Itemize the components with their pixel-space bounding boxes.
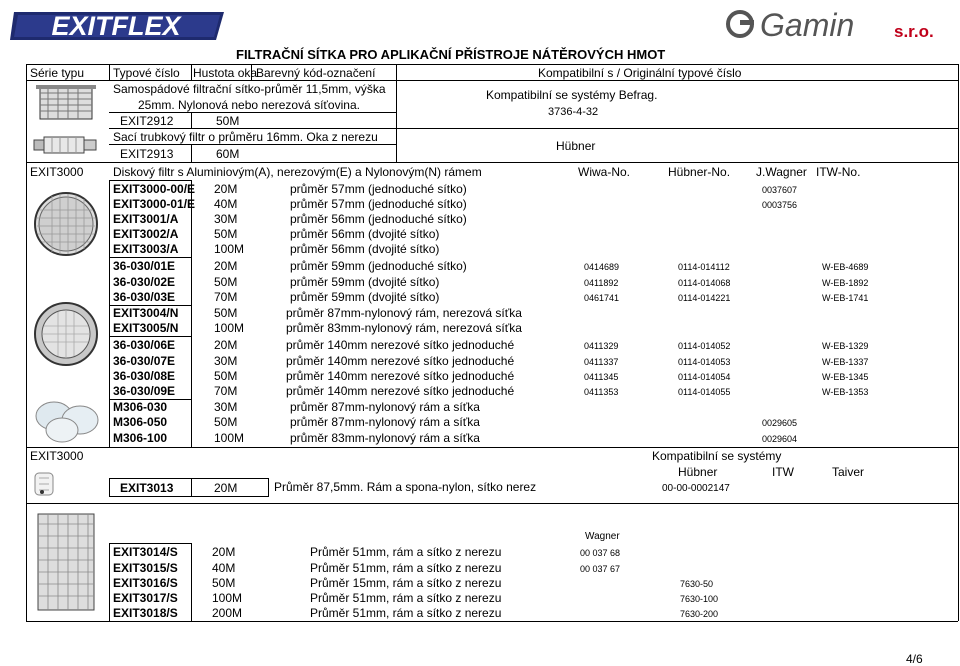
- block1-desc-line2: 25mm. Nylonová nebo nerezová síťovina.: [138, 98, 360, 112]
- row-mesh: 20M: [214, 259, 238, 273]
- row-itw: W-EB-4689: [822, 262, 869, 272]
- row-mesh: 50M: [214, 306, 238, 320]
- row-mesh: 40M: [214, 197, 238, 211]
- row-mesh: 20M: [212, 545, 236, 559]
- row-desc: průměr 83mm-nylonový rám, nerezová síťka: [286, 321, 522, 335]
- block2-code: EXIT2913: [120, 147, 174, 161]
- row-hubner: 0114-014055: [678, 387, 731, 397]
- disc-filter-frame-image: [32, 300, 100, 368]
- block1-compat-line1: Kompatibilní se systémy Befrag.: [486, 88, 658, 102]
- row-desc: průměr 140mm nerezové sítko jednoduché: [286, 384, 515, 398]
- row-desc: průměr 57mm (jednoduché sítko): [290, 182, 467, 196]
- row-itw: W-EB-1353: [822, 387, 869, 397]
- stainless-cone-filter-image: [32, 508, 100, 616]
- section3013-code: EXIT3013: [120, 481, 174, 495]
- row-code: M306-050: [113, 415, 168, 429]
- row-desc: průměr 59mm (dvojité sítko): [290, 290, 440, 304]
- block2-desc: Sací trubkový filtr o průměru 16mm. Oka z nerezu: [113, 130, 378, 144]
- row-wagner: 00 037 67: [580, 564, 621, 574]
- section3000-desc: Diskový filtr s Aluminiovým(A), nerezovým(E) a Nylonovým(N) rámem: [113, 165, 482, 179]
- row-code: EXIT3002/A: [113, 227, 179, 241]
- exitflex-logo-text: EXITFLEX: [51, 11, 181, 41]
- row-itw: W-EB-1345: [822, 372, 869, 382]
- row-desc: průměr 56mm (jednoduché sítko): [290, 212, 467, 226]
- row-mesh: 20M: [214, 338, 238, 352]
- row-desc: průměr 87mm-nylonový rám a síťka: [290, 400, 480, 414]
- section3000-col-wiwa: Wiwa-No.: [578, 165, 631, 179]
- row-code: EXIT3005/N: [113, 321, 179, 335]
- row-mesh: 30M: [214, 400, 238, 414]
- row-code: EXIT3015/S: [113, 561, 178, 575]
- row-mesh: 50M: [214, 227, 238, 241]
- row-wiwa: 0411892: [584, 278, 619, 288]
- row-wagner: 0029604: [762, 434, 798, 444]
- row-hubner: 0114-014112: [678, 262, 730, 272]
- row-code: 36-030/06E: [113, 338, 176, 352]
- row-code: M306-030: [113, 400, 168, 414]
- header-hustota: Hustota oka: [193, 66, 258, 80]
- section3013-col-itw: ITW: [772, 465, 794, 479]
- row-mesh: 100M: [212, 591, 243, 605]
- row-code: EXIT3004/N: [113, 306, 179, 320]
- header-serie: Série typu: [30, 66, 85, 80]
- exitflex-logo: [10, 8, 226, 44]
- row-mesh: 100M: [214, 242, 245, 256]
- row-mesh: 40M: [212, 561, 236, 575]
- block1-compat-line2: 3736-4-32: [548, 106, 599, 118]
- row-mesh: 100M: [214, 431, 245, 445]
- row-code: EXIT3000-01/E: [113, 197, 196, 211]
- section3013-serie: EXIT3000: [30, 449, 84, 463]
- gamin-logo-suffix: s.r.o.: [894, 22, 934, 41]
- row-wiwa: 0411345: [584, 372, 619, 382]
- row-desc: průměr 140mm nerezové sítko jednoduché: [286, 354, 515, 368]
- row-code: EXIT3014/S: [113, 545, 178, 559]
- row-mesh: 50M: [214, 275, 238, 289]
- row-desc: Průměr 51mm, rám a sítko z nerezu: [310, 561, 502, 575]
- section3013-hubner: 00-00-0002147: [662, 483, 730, 494]
- row-hubner: 0114-014053: [678, 357, 731, 367]
- row-desc: průměr 87mm-nylonový rám, nerezová síťka: [286, 306, 522, 320]
- row-code: EXIT3017/S: [113, 591, 178, 605]
- row-code: 36-030/07E: [113, 354, 176, 368]
- nylon-disc-filter-image: [32, 400, 102, 444]
- row-itw: W-EB-1892: [822, 278, 869, 288]
- row-mesh: 70M: [214, 384, 238, 398]
- row-itw: W-EB-1329: [822, 341, 869, 351]
- row-mesh: 50M: [214, 415, 238, 429]
- row-desc: průměr 59mm (jednoduché sítko): [290, 259, 467, 273]
- row-code: EXIT3018/S: [113, 606, 178, 620]
- section3000-col-wagner: J.Wagner: [756, 165, 807, 179]
- section3000-col-hubner: Hübner-No.: [668, 165, 731, 179]
- row-desc: Průměr 51mm, rám a sítko z nerezu: [310, 606, 502, 620]
- row-code: EXIT3003/A: [113, 242, 179, 256]
- row-hubner: 0114-014221: [678, 293, 731, 303]
- section3000-col-itw: ITW-No.: [816, 165, 861, 179]
- row-desc: průměr 140mm nerezové sítko jednoduché: [286, 369, 515, 383]
- row-mesh: 200M: [212, 606, 243, 620]
- section3013-col-hubner: Hübner: [678, 465, 718, 479]
- row-mesh: 30M: [214, 212, 238, 226]
- clip-filter-image: [32, 470, 56, 498]
- row-code: 36-030/03E: [113, 290, 176, 304]
- row-code: 36-030/09E: [113, 384, 176, 398]
- header-kompatibilni: Kompatibilní s / Originální typové číslo: [538, 66, 742, 80]
- row-code: M306-100: [113, 431, 168, 445]
- row-mesh: 70M: [214, 290, 238, 304]
- row-code: EXIT3001/A: [113, 212, 179, 226]
- row-itw: W-EB-1741: [822, 293, 869, 303]
- row-wagner: 0037607: [762, 185, 798, 195]
- section3013-mesh: 20M: [214, 481, 238, 495]
- row-mesh: 30M: [214, 354, 238, 368]
- disc-filter-mesh-image: [32, 190, 100, 258]
- row-mesh: 20M: [214, 182, 238, 196]
- row-desc: Průměr 15mm, rám a sítko z nerezu: [310, 576, 502, 590]
- row-desc: průměr 57mm (jednoduché sítko): [290, 197, 467, 211]
- row-hubner: 0114-014052: [678, 341, 731, 351]
- row-code: 36-030/02E: [113, 275, 176, 289]
- row-code: 36-030/01E: [113, 259, 176, 273]
- row-mesh: 100M: [214, 321, 245, 335]
- gamin-logo: [726, 6, 956, 42]
- small-dot-marker: [40, 490, 44, 494]
- section3014-col-wagner: Wagner: [585, 531, 620, 542]
- row-itw: 7630-50: [680, 579, 714, 589]
- row-code: EXIT3016/S: [113, 576, 178, 590]
- row-desc: průměr 83mm-nylonový rám a síťka: [290, 431, 480, 445]
- suction-strainer-image: [32, 83, 100, 123]
- section3013-col-taiver: Taiver: [832, 465, 865, 479]
- row-wiwa: 0411337: [584, 357, 619, 367]
- row-desc: Průměr 51mm, rám a sítko z nerezu: [310, 545, 502, 559]
- block2-mesh: 60M: [216, 147, 240, 161]
- block1-code: EXIT2912: [120, 114, 174, 128]
- row-hubner: 0114-014068: [678, 278, 731, 288]
- row-itw: 7630-100: [680, 594, 719, 604]
- section3000-serie: EXIT3000: [30, 165, 84, 179]
- header-typove: Typové číslo: [113, 66, 180, 80]
- row-desc: průměr 56mm (dvojité sítko): [290, 242, 440, 256]
- row-desc: průměr 59mm (dvojité sítko): [290, 275, 440, 289]
- row-code: 36-030/08E: [113, 369, 176, 383]
- row-itw: W-EB-1337: [822, 357, 869, 367]
- row-wagner: 00 037 68: [580, 548, 621, 558]
- row-mesh: 50M: [214, 369, 238, 383]
- row-wiwa: 0411353: [584, 387, 619, 397]
- row-hubner: 0114-014054: [678, 372, 731, 382]
- section3013-desc: Průměr 87,5mm. Rám a spona-nylon, sítko nerez: [274, 480, 537, 494]
- row-wagner: 0003756: [762, 200, 798, 210]
- block1-desc-line1: Samospádové filtrační sítko-průměr 11,5mm, výška: [113, 82, 386, 96]
- row-itw: 7630-200: [680, 609, 719, 619]
- row-wiwa: 0411329: [584, 341, 619, 351]
- block2-compat: Hübner: [556, 139, 596, 153]
- row-wiwa: 0461741: [584, 293, 620, 303]
- row-wagner: 0029605: [762, 418, 798, 428]
- block1-mesh: 50M: [216, 114, 240, 128]
- tube-filter-image: [32, 132, 100, 158]
- page-title: FILTRAČNÍ SÍTKA PRO APLIKAČNÍ PŘÍSTROJE NÁTĚROVÝCH HMOT: [236, 47, 666, 62]
- row-mesh: 50M: [212, 576, 236, 590]
- row-wiwa: 0414689: [584, 262, 620, 272]
- header-barevny: Barevný kód-označení: [256, 66, 376, 80]
- page-number: 4/6: [906, 652, 923, 666]
- row-desc: průměr 140mm nerezové sítko jednoduché: [286, 338, 515, 352]
- section3013-compat-title: Kompatibilní se systémy: [652, 449, 782, 463]
- row-desc: průměr 56mm (dvojité sítko): [290, 227, 440, 241]
- row-desc: Průměr 51mm, rám a sítko z nerezu: [310, 591, 502, 605]
- gamin-logo-text: Gamin: [760, 7, 855, 42]
- row-desc: průměr 87mm-nylonový rám a síťka: [290, 415, 480, 429]
- row-code: EXIT3000-00/E: [113, 182, 196, 196]
